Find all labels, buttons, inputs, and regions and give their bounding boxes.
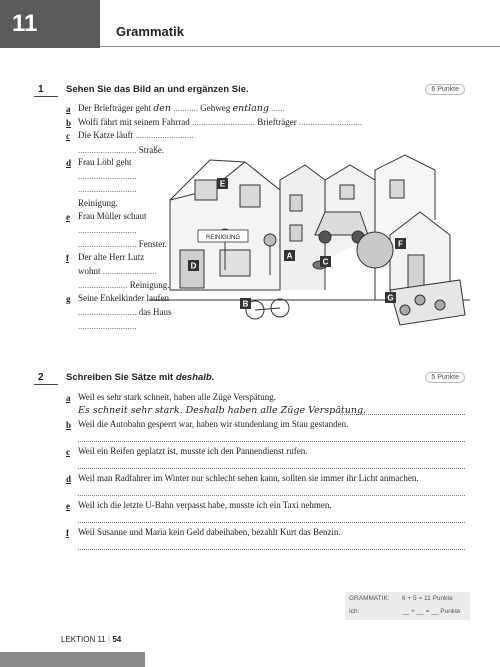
item-c-label: c	[66, 131, 70, 141]
ex2-item-f-text: Weil Susanne und Maria kein Geld dabeihaben, bezahlt Kurt das Benzin.	[78, 527, 341, 537]
item-d-label: d	[66, 158, 72, 168]
item-g-label: g	[66, 294, 71, 304]
item-f-text-2: wohnt	[78, 266, 101, 276]
exercise-2-instruction	[66, 372, 214, 383]
ex2-item-a-text: Weil es sehr stark schneit, haben alle Züge Verspätung.	[78, 392, 277, 402]
item-d-text: Frau Löbl geht	[78, 157, 132, 167]
ex2-item-b-text: Weil die Autobahn gesperrt war, haben wir stundenlang im Stau gestanden.	[78, 419, 349, 429]
svg-text:B: B	[242, 299, 249, 309]
item-f-cont: Reinigung.	[129, 280, 170, 290]
page-footer	[61, 635, 121, 644]
exercise-1-rule	[34, 96, 58, 97]
ex2-item-e-label: e	[66, 501, 70, 511]
footer-bar	[0, 652, 145, 667]
exercise-2-points: 5 Punkte	[425, 372, 465, 383]
item-a-answer-1[interactable]: den	[153, 103, 172, 114]
score-formula: 6 + 5 = 11 Punkte	[402, 595, 453, 602]
item-c-cont: Straße.	[138, 145, 164, 155]
ex2-item-a-answer[interactable]: Es schneit sehr stark. Deshalb haben alle Züge Verspätung.	[78, 405, 367, 416]
item-g-line-1: Seine Enkelkinder laufen	[78, 293, 169, 303]
tag-c	[320, 256, 331, 267]
tag-d	[188, 260, 199, 271]
item-g-blank-1[interactable]: ..........................	[78, 307, 137, 317]
item-e-blank-2[interactable]: ..........................	[78, 239, 137, 249]
item-b-text: Wolfi fährt mit seinem Fahrrad	[78, 117, 190, 127]
street-scene-illustration	[150, 140, 470, 340]
tag-e	[217, 178, 228, 189]
item-e-label: e	[66, 212, 70, 222]
item-f-line-1: Der alte Herr Lutz	[78, 252, 145, 262]
ex2-item-d-answer-line[interactable]	[78, 494, 465, 496]
item-d-line-1	[78, 157, 132, 167]
tag-g	[385, 292, 396, 303]
item-b-blank-2[interactable]: ............................	[298, 117, 362, 127]
item-c-text: Die Katze läuft	[78, 130, 133, 140]
svg-text:C: C	[322, 257, 329, 267]
exercise-1-points: 6 Punkte	[425, 84, 465, 95]
item-e-text: Frau Müller schaut	[78, 211, 147, 221]
item-b-label: b	[66, 118, 72, 128]
score-ich-label: Ich:	[349, 608, 360, 615]
ex2-item-e-text: Weil ich die letzte U-Bahn verpasst habe, musste ich ein Taxi nehmen.	[78, 500, 332, 510]
page-title: Grammatik	[116, 24, 184, 39]
chapter-number: 11	[0, 0, 100, 48]
item-a-dots-1: ...........	[173, 103, 199, 113]
svg-text:A: A	[286, 251, 293, 261]
item-a-sentence	[78, 103, 285, 114]
exercise-2-rule	[34, 384, 58, 385]
exercise-1-number: 1	[38, 84, 44, 95]
svg-text:D: D	[190, 261, 197, 271]
item-b-blank-1[interactable]: ............................	[192, 117, 255, 127]
item-d-cont: Reinigung.	[78, 198, 118, 208]
svg-text:E: E	[219, 179, 226, 189]
ex2-item-a-label: a	[66, 393, 71, 403]
item-d-blank-1[interactable]: ..........................	[78, 171, 137, 181]
item-a-mid: Gehweg	[200, 103, 231, 113]
item-f-blank-2[interactable]: ......................	[78, 280, 128, 290]
tag-b	[240, 298, 251, 309]
exercise-2-number: 2	[38, 372, 44, 383]
ex2-item-d-text: Weil man Radfahrer im Winter nur schlecht sehen kann, sollten sie immer ihr Licht anmachen.	[78, 473, 419, 483]
exercise-2-instruction-word: deshalb.	[175, 372, 215, 383]
item-a-text: Der Briefträger geht	[78, 103, 151, 113]
exercise-2-instruction-text: Schreiben Sie Sätze mit	[66, 372, 174, 383]
svg-text:F: F	[398, 239, 403, 249]
item-c-blank-1[interactable]: ..........................	[135, 130, 194, 140]
item-g-blank-2[interactable]: ..........................	[78, 321, 137, 331]
ex2-item-a-answer-line	[340, 413, 465, 415]
item-f-label: f	[66, 253, 69, 263]
item-e-line-1	[78, 211, 146, 221]
item-b-sentence	[78, 117, 362, 127]
shop-sign-text: REINIGUNG	[205, 235, 241, 241]
ex2-item-c-text: Weil ein Reifen geplatzt ist, musste ich den Pannendienst rufen.	[78, 446, 308, 456]
ex2-item-f-answer-line[interactable]	[78, 548, 465, 550]
ex2-item-b-label: b	[66, 420, 72, 430]
svg-text:G: G	[387, 293, 394, 303]
item-a-dots-2: ......	[271, 103, 285, 113]
item-c-line-1	[78, 130, 194, 140]
item-f-blank-1[interactable]: ........................	[102, 266, 157, 276]
item-c-blank-2[interactable]: ..........................	[78, 145, 137, 155]
exercise-1-instruction: Sehen Sie das Bild an und ergänzen Sie.	[66, 84, 249, 95]
score-self-blank[interactable]: __ + __ = __ Punkte	[402, 608, 461, 615]
footer-separator: |	[108, 635, 111, 644]
ex2-item-d-label: d	[66, 474, 72, 484]
footer-page-number: 54	[112, 635, 122, 644]
item-b-mid: Briefträger	[257, 117, 297, 127]
item-a-label: a	[66, 104, 71, 114]
ex2-item-e-answer-line[interactable]	[78, 521, 465, 523]
header-divider	[100, 46, 500, 47]
tag-f	[395, 238, 406, 249]
score-box	[345, 592, 470, 620]
ex2-item-c-answer-line[interactable]	[78, 467, 465, 469]
item-f-line-2	[78, 266, 157, 276]
ex2-item-b-answer-line[interactable]	[78, 440, 465, 442]
score-label: GRAMMATIK:	[349, 595, 390, 602]
item-d-blank-2[interactable]: ..........................	[78, 184, 137, 194]
ex2-item-c-label: c	[66, 447, 70, 457]
item-a-answer-2[interactable]: entlang	[232, 103, 270, 114]
item-e-blank-1[interactable]: ..........................	[78, 225, 137, 235]
item-g-cont: das Haus	[138, 307, 172, 317]
ex2-item-f-label: f	[66, 528, 69, 538]
footer-lesson: LEKTION 11	[61, 635, 106, 644]
tag-a	[284, 250, 295, 261]
item-e-cont: Fenster.	[138, 239, 167, 249]
